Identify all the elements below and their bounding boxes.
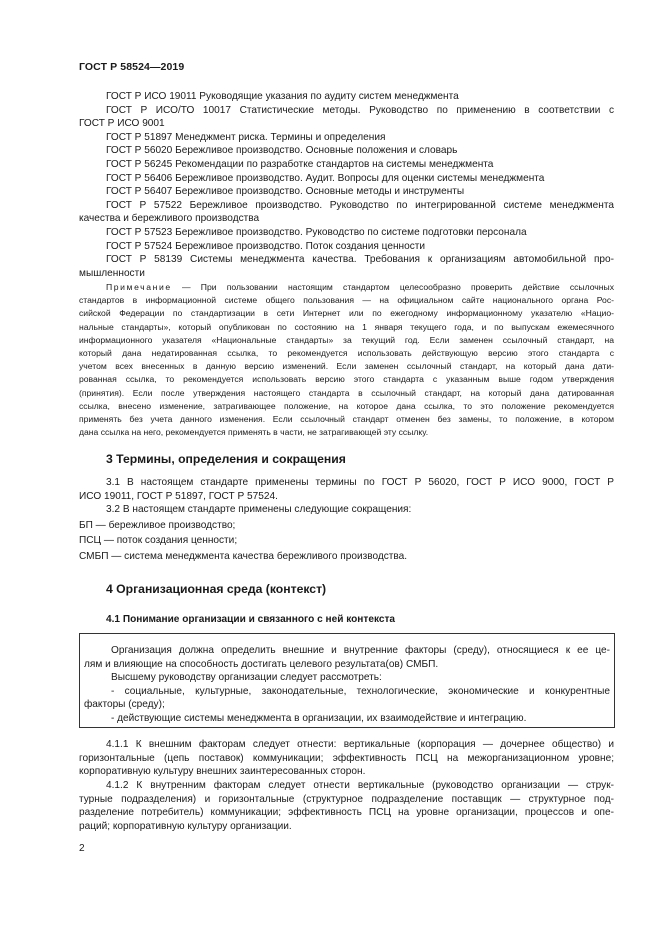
reference-item-cont: качества и бережливого производства [79,213,260,225]
reference-item-cont: ГОСТ Р ИСО 9001 [79,118,165,130]
note-line: применять без учета данного изменения. Если ссылочный стандарт отменен без замены, то положение, в котором [79,413,614,424]
page-number: 2 [79,843,85,854]
section-3-body [79,476,614,517]
abbreviation-smbp: СМБП — система менеджмента качества бережливого производства. [79,551,408,562]
note-line: который дана недатированная ссылка, то рекомендуется использовать действующую версию этого стандарта с [79,347,614,358]
box-line: Высшему руководству организации следует рассмотреть: [111,672,382,684]
reference-item: ГОСТ Р 51897 Менеджмент риска. Термины и определения [106,131,386,143]
reference-item: ГОСТ Р 56020 Бережливое производство. Основные положения и словарь [106,145,458,157]
reference-item: ГОСТ Р 56245 Рекомендации по разработке стандартов на системы менеджмента [106,158,494,170]
abbreviation-item [79,550,614,564]
abbreviation-item [79,534,614,548]
box-line: - действующие системы менеджмента в организации, их взаимодействие и интеграцию. [111,712,527,724]
note-label: Примечание [106,282,172,292]
paragraph-4-1-2 [79,779,614,833]
reference-item: ГОСТ Р ИСО 19011 Руководящие указания по аудиту систем менеджмента [106,91,459,102]
reference-item: ГОСТ Р 57524 Бережливое производство. Поток создания ценности [106,240,426,252]
note-line: нальные стандарты», который опубликован по состоянию на 1 января текущего года, и по выпускам ежемесячного [79,321,614,332]
reference-item-cont: мышленности [79,267,145,279]
paragraph-line: 4.1.2 К внутренним факторам следует отнести вертикальные (руководство организации — струк- [106,780,614,791]
abbreviation-bp: БП — бережливое производство; [79,520,236,531]
note-line: учетом всех внесенных в данную версию изменений. Если заменен ссылочный стандарт, на который дана дати- [79,361,614,372]
box-line: факторы (среду); [84,699,165,711]
reference-item: ГОСТ Р 57523 Бережливое производство. Руководство по системе подготовки персонала [106,226,527,238]
paragraph-line: 4.1.1 К внешним факторам следует отнести: вертикальные (корпорация — дочернее общество) и [106,739,614,750]
box-line: - социальные, культурные, законодательные, технологические, экономические и конкурентные [111,685,610,697]
paragraph-line: корпоративную культуру внешних заинтересованных сторон. [79,766,366,778]
note-first-line-text: — При пользовании настоящим стандартом целесообразно проверить действие ссылочных [171,282,614,292]
note-line: стандартов в информационной системе общего пользования — на официальном сайте национального органа Рос- [79,295,614,306]
section-3-heading: 3 Термины, определения и сокращения [106,452,346,466]
paragraph-line: турные подразделения) и горизонтальные (структурное подразделение поставщик — структурное под- [79,793,614,805]
abbreviation-psc: ПСЦ — поток создания ценности; [79,535,238,546]
document-header: ГОСТ Р 58524—2019 [79,61,185,73]
subsection-4-1-heading: 4.1 Понимание организации и связанного с ней контекста [106,614,396,625]
note-line: ссылка, внесено изменение, затрагивающее положение, на которое дана ссылка, то это положение рекомендуется [79,400,614,411]
requirement-box [79,633,615,728]
box-line: лям и влияющие на способность достигать целевого результата(ов) СМБП. [84,658,439,670]
section-4-heading: 4 Организационная среда (контекст) [106,582,327,596]
box-line: Организация должна определить внешние и внутренние факторы (среду), относящиеся к ее це- [111,645,610,656]
paragraph-4-1-1 [79,738,614,779]
paragraph-line: 3.2 В настоящем стандарте применены следующие сокращения: [106,504,412,516]
references-list [79,90,614,280]
note-line: сийской Федерации по стандартизации в сети Интернет или по ежегодному информационному указателю «Нацио- [79,308,614,319]
paragraph-line: разделение потребитель) коммуникации; эффективность ПСЦ на уровне организации, процессов и опе- [79,807,614,819]
reference-item: ГОСТ Р 56406 Бережливое производство. Аудит. Вопросы для оценки системы менеджмента [106,172,545,184]
abbreviation-item [79,519,614,533]
note-line: рованная ссылка, то рекомендуется использовать версию этого стандарта с указанным выше годом утверждения [79,374,614,385]
note-first-line [79,281,614,294]
reference-item: ГОСТ Р 58139 Системы менеджмента качества. Требования к организациям автомобильной про- [106,254,614,266]
note-line: дана ссылка на него, рекомендуется применять в части, не затрагивающей эту ссылку. [79,427,429,438]
reference-item: ГОСТ Р 56407 Бережливое производство. Основные методы и инструменты [106,186,465,198]
note-line: информационного указателя «Национальные стандарты» за текущий год. Если заменен ссылочный стандарт, на [79,334,614,345]
reference-item: ГОСТ Р ИСО/ТО 10017 Статистические методы. Руководство по применению в соответствии с [106,104,614,116]
paragraph-line: ИСО 19011, ГОСТ Р 51897, ГОСТ Р 57524. [79,490,278,502]
requirement-box-text [84,644,610,726]
paragraph-line: горизонтальные (цепь поставок) коммуникации; эффективность ПСЦ на межорганизационном уровне; [79,752,614,764]
paragraph-line: раций; корпоративную культуру организации. [79,820,292,832]
paragraph-line: 3.1 В настоящем стандарте применены термины по ГОСТ Р 56020, ГОСТ Р ИСО 9000, ГОСТ Р [106,477,614,488]
note-block [79,281,614,439]
note-line: (принятия). Если после утверждения настоящего стандарта в ссылочный стандарт, на который дана датированная [79,387,614,398]
reference-item: ГОСТ Р 57522 Бережливое производство. Руководство по интегрированной системе менеджмента [106,199,614,211]
